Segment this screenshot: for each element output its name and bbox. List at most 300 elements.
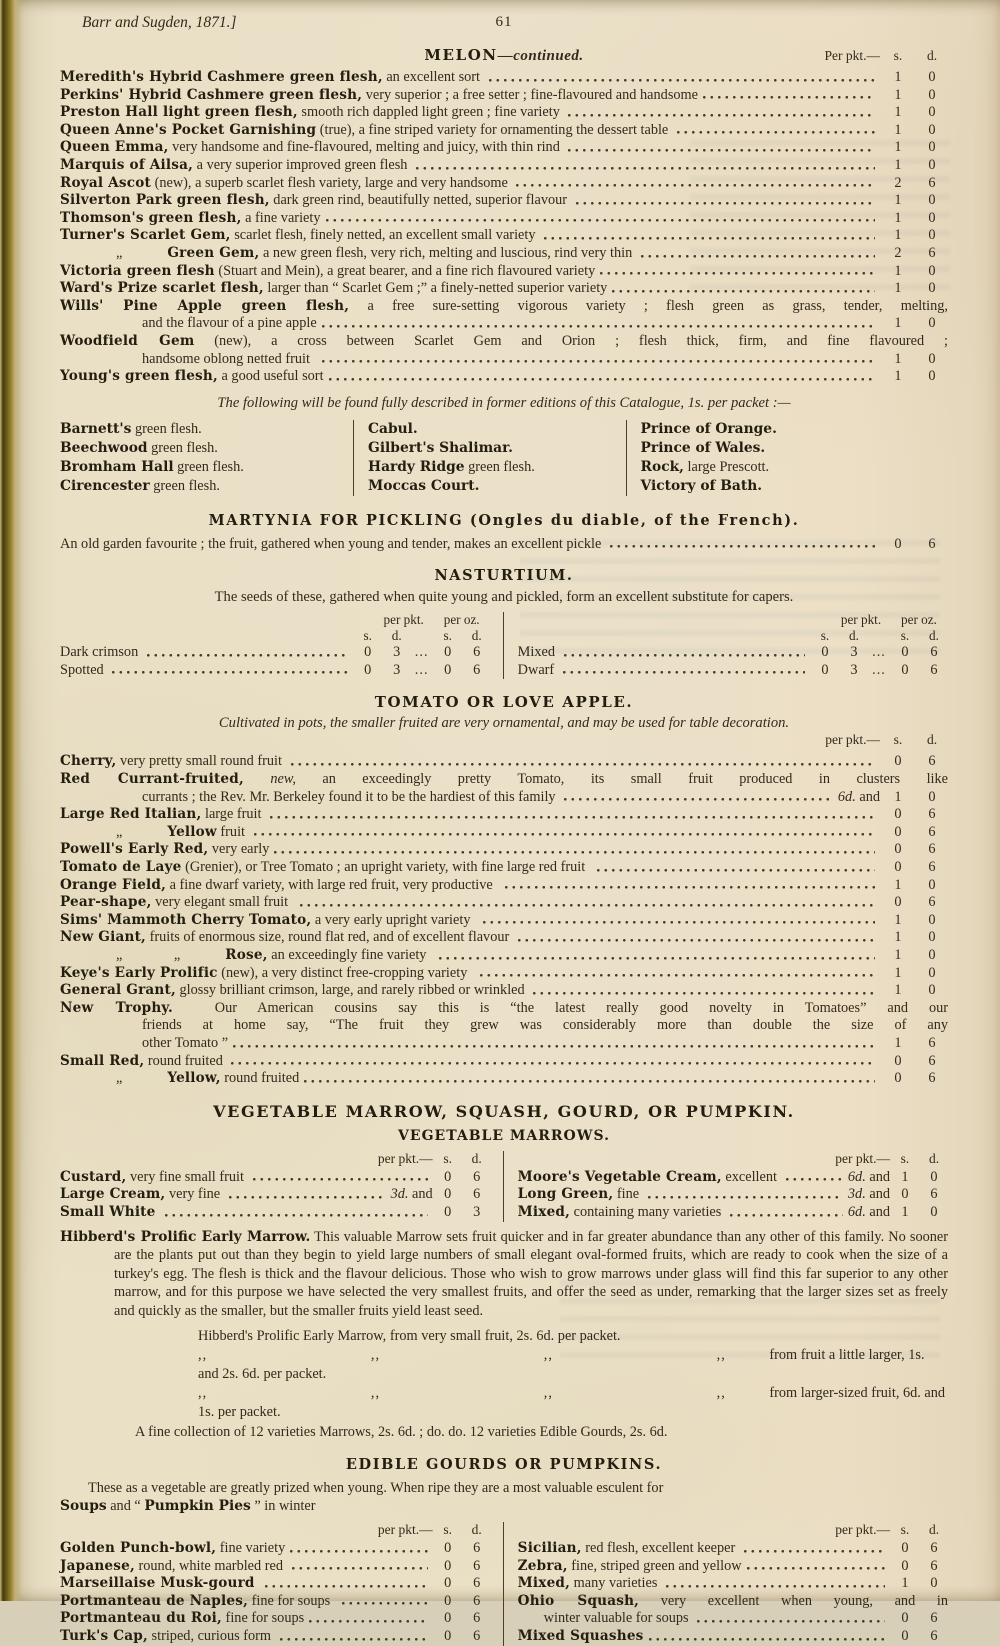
variety-name: Silverton Park green flesh, [60, 192, 270, 209]
entry-description: handsome oblong netted fruit [142, 350, 318, 367]
entry-description: fruit [216, 823, 249, 840]
price-pence: 0 [928, 227, 936, 244]
entry-description: very pretty small round fruit [116, 753, 286, 770]
catalog-entry [518, 1186, 948, 1204]
entry-text [518, 1186, 643, 1204]
price-pence: 6 [928, 894, 936, 911]
entry-description: a new green flesh, very rich, melting and luscious, rind very thin [259, 244, 636, 261]
hibberd-packet-line-1: Hibberd's Prolific Early Marrow, from very small fruit, 2s. 6d. per packet. [198, 1327, 621, 1344]
dot-leader [564, 648, 805, 661]
dot-leader [309, 1614, 427, 1627]
catalog-entry [60, 1017, 948, 1035]
entry-text [60, 1204, 160, 1222]
entry-text [518, 1540, 739, 1558]
pkt-pence: 3 [850, 661, 858, 678]
variety-name: Keye's Early Prolific [60, 964, 218, 981]
dot-leader [703, 90, 875, 103]
entry-text [60, 859, 592, 877]
pkt-pence: 3 [393, 661, 401, 678]
soups-label: Soups [60, 1498, 107, 1515]
variety-name: Hardy Ridge [368, 458, 465, 475]
variety-name: Turner's Scarlet Gem, [60, 227, 231, 244]
entry-text [60, 87, 698, 105]
variety-name: Ohio Squash, [517, 1592, 640, 1609]
dot-leader [329, 372, 875, 385]
price-pence: 0 [928, 350, 936, 367]
entry-text [518, 1575, 661, 1593]
entry-description: very superior ; a free setter ; fine-flavoured and handsome [362, 86, 698, 103]
entry-text [60, 122, 672, 140]
price-shillings: 1 [894, 280, 902, 297]
page-content [60, 0, 948, 1646]
entry-italic: new, [243, 771, 296, 788]
dot-leader [254, 827, 875, 840]
entry-description: fine for soups [248, 1592, 338, 1609]
oz-shillings: 0 [444, 644, 452, 661]
entry-description: currants ; the Rev. Mr. Berkeley found it to be the hardiest of this family [142, 788, 560, 805]
entry-description: a good useful sort [217, 368, 324, 385]
price-shillings: 0 [894, 753, 902, 770]
pkt-pence: 3 [393, 644, 401, 661]
catalog-entry [60, 536, 948, 554]
pkt-shillings: 0 [821, 644, 829, 661]
nasturtium-left-header: per pkt. per oz. [383, 612, 480, 628]
variety-name: Marseillaise Musk-gourd [60, 1575, 260, 1592]
entry-text [60, 841, 269, 859]
variety-name: Sicilian, [517, 1540, 582, 1557]
nasturtium-row [60, 662, 491, 680]
nasturtium-right-header: per pkt. per oz. [840, 612, 937, 628]
melon-continued-label: —continued. [497, 48, 584, 64]
price-column-header: Per pkt.— s. d. [824, 48, 938, 63]
marrow-right-half [504, 1151, 948, 1222]
variety-name: New Trophy. [60, 999, 173, 1016]
dot-leader [747, 1561, 885, 1574]
entry-description: very elegant small fruit [151, 894, 296, 911]
gourds-right-half [504, 1522, 948, 1646]
entry-description: striped, curious form [147, 1628, 275, 1645]
oz-pence: 6 [473, 644, 481, 661]
catalog-entry [60, 1204, 491, 1222]
catalog-entry [60, 806, 948, 824]
hibberd-paragraph: Hibberd's Prolific Early Marrow. This valuable Marrow sets fruit quicker and in far greater abundance than any other of this family. No sooner are the plants put out than they begin to yield large numbers of small elegant oval-formed fruits, which are ready to cook when the size of a turkey's egg. The flesh is thick and the flavour delicious. Those who wish to grow marrows under glass will find this far superior to any other marrow, and for this purpose we have selected the very smallest fruits, and offer the seed as under, remarking that the larger sizes set as freely and quickly as the smaller, but the smaller fruits yield least seed. [60, 1228, 948, 1319]
price-separator: ... [414, 661, 429, 678]
price-pence: 0 [928, 964, 936, 981]
variety-name: Custard, [60, 1168, 127, 1185]
price-shillings: 1 [894, 315, 902, 332]
entry-description: fine for soups [221, 1610, 305, 1627]
price-pence: 0 [928, 788, 936, 805]
collection-offer-line: A fine collection of 12 varieties Marrows, 2s. 6d. ; do. do. 12 varieties Edible Gourds, 2s. 6d. [135, 1423, 668, 1440]
entry-text [167, 824, 248, 842]
entry-description: other Tomato ” [142, 1034, 229, 1051]
entry-description: (Grenier), or Tree Tomato ; an upright variety, with fine large red fruit [181, 859, 593, 876]
catalog-entry [60, 227, 948, 245]
price-shillings: 0 [444, 1203, 452, 1220]
variety-suffix: green flesh. [464, 458, 535, 475]
dot-leader [612, 284, 875, 297]
nasturtium-row [518, 662, 948, 680]
variety-name: Mixed Squashes [517, 1628, 644, 1645]
gourds-intro: These as a vegetable are greatly prized when young. When ripe they are a most valuable esculent for Soups and “ Pumpkin Pies ” in winter [60, 1479, 664, 1515]
price-pence: 6 [473, 1610, 481, 1627]
entry-description: scarlet flesh, finely netted, an excellent small variety [230, 227, 540, 244]
price-shillings: 0 [444, 1592, 452, 1609]
price-shillings: 1 [894, 227, 902, 244]
price-pence: 0 [928, 209, 936, 226]
price-pence: 6 [930, 1540, 938, 1557]
nasturtium-left-half: per pkt. per oz. s. d. s. d. Dark crimson 0 3 ... 0 6 Spotted 0 3 ... 0 6 [60, 612, 504, 679]
variety-name: Red Currant-fruited, [60, 771, 244, 788]
variety-name: Powell's Early Red, [60, 841, 209, 858]
price-shillings: 0 [444, 1186, 452, 1203]
price-shillings: 0 [901, 1557, 909, 1574]
running-title: Barr and Sugden, 1871.] [82, 14, 237, 31]
variety-name: Prince of Orange. [640, 420, 777, 437]
price-pence: 6 [930, 1557, 938, 1574]
former-variety-item [368, 477, 626, 496]
variety-name: Prince of Wales. [640, 439, 766, 456]
entry-description: Mixed [517, 644, 559, 661]
entry-description: a very early upright variety [311, 911, 478, 928]
section-heading-martynia: MARTYNIA FOR PICKLING (Ongles du diable, of the French). [208, 511, 800, 529]
dot-leader [112, 665, 347, 678]
dot-leader [564, 792, 833, 805]
dot-leader [280, 1632, 428, 1645]
catalog-entry [60, 965, 948, 983]
entry-text [167, 245, 635, 263]
price-pence: 0 [928, 262, 936, 279]
price-pence: 0 [928, 280, 936, 297]
entry-text [60, 894, 295, 912]
catalog-entry [60, 1000, 948, 1018]
price-shillings: 2 [894, 244, 902, 261]
catalog-entry [60, 1575, 491, 1593]
entry-text [60, 536, 605, 554]
entry-description: red flesh, excellent keeper [581, 1540, 739, 1557]
entry-description: an excellent sort [382, 69, 484, 85]
price-shillings: 1 [894, 350, 902, 367]
price-shillings: 0 [444, 1628, 452, 1645]
price-pence: 0 [928, 69, 936, 85]
dot-leader [786, 1172, 843, 1185]
dot-leader [165, 1208, 427, 1221]
catalog-entry [60, 139, 948, 157]
entry-description: excellent [721, 1168, 781, 1185]
price-pence: 6 [473, 1168, 481, 1185]
price-shillings: 1 [894, 1034, 902, 1051]
section-heading-nasturtium: NASTURTIUM. [434, 567, 574, 585]
nasturtium-table [60, 612, 948, 679]
variety-name: Rose, [225, 947, 268, 963]
variety-name: General Grant, [60, 982, 176, 999]
price-pence: 0 [930, 1203, 938, 1220]
entry-description: and the flavour of a pine apple [142, 315, 317, 332]
former-variety-item [368, 439, 626, 458]
ditto-mark: „ [116, 1070, 124, 1087]
variety-name: Beechwood [60, 439, 148, 456]
price-shillings: 1 [894, 86, 902, 103]
price-shillings: 0 [894, 841, 902, 858]
price-shillings: 0 [901, 1186, 909, 1203]
former-variety-item [641, 439, 948, 458]
entry-text [518, 1558, 742, 1576]
entry-text [60, 1186, 224, 1204]
entry-description: larger than “ Scarlet Gem ;” a finely-netted superior variety [263, 280, 608, 297]
price-pence: 6 [928, 1052, 936, 1069]
price-shillings: 1 [894, 947, 902, 963]
price-shillings: 0 [444, 1610, 452, 1627]
catalog-entry [60, 280, 948, 298]
variety-name: Japanese, [60, 1557, 135, 1574]
melon-entry-list [60, 69, 948, 386]
variety-name: Ward's Prize scarlet flesh, [60, 280, 264, 297]
catalog-entry [60, 1169, 491, 1187]
variety-name: Zebra, [517, 1557, 568, 1574]
pkt-pence: 3 [850, 644, 858, 661]
dot-leader [265, 1579, 428, 1592]
dot-leader [322, 319, 875, 332]
price-pence: 6 [928, 244, 936, 261]
catalog-entry [60, 1053, 948, 1071]
price-pence: 6 [928, 806, 936, 823]
entry-description: a very superior improved green flesh [193, 156, 412, 173]
entry-description: containing many varieties [570, 1203, 725, 1220]
dot-leader [600, 266, 875, 279]
catalog-entry [60, 789, 948, 807]
catalog-entry [60, 982, 948, 1000]
entry-description: (new), a cross between Scarlet Gem and Orion ; flesh thick, firm, and fine flavoured ; [194, 332, 948, 349]
dot-leader [253, 1172, 428, 1185]
catalog-entry [60, 1558, 491, 1576]
catalog-entry [60, 263, 948, 281]
entry-text [225, 947, 433, 965]
oz-shillings: 0 [901, 644, 909, 661]
former-variety-item [368, 458, 626, 477]
dot-leader [576, 196, 875, 209]
entry-text [60, 929, 513, 947]
dot-leader [610, 539, 875, 552]
former-column-3 [626, 420, 948, 496]
nasturtium-row [60, 644, 491, 662]
variety-name: Large Cream, [60, 1186, 166, 1203]
variety-name: Yellow, [167, 1070, 221, 1087]
catalog-entry [60, 315, 948, 333]
price-shillings: 1 [894, 69, 902, 85]
price-pence: 6 [930, 1186, 938, 1203]
variety-name: New Giant, [60, 929, 146, 946]
dot-leader [697, 1614, 885, 1627]
entry-description: An old garden favourite ; the fruit, gathered when young and tender, makes an excellent pickle [60, 535, 605, 552]
entry-description: friends at home say, “The fruit they grew was considerably more than double the size of any [142, 1017, 948, 1034]
entry-description: a fine variety [241, 209, 321, 226]
entry-description: winter valuable for soups [543, 1610, 693, 1627]
price-prefix: 6d. and [837, 788, 880, 805]
dot-leader [270, 810, 875, 823]
variety-name: Yellow [167, 823, 217, 840]
variety-suffix: green flesh. [149, 477, 220, 494]
catalog-entry [60, 175, 948, 193]
variety-name: Young's green flesh, [60, 368, 218, 385]
catalog-entry [60, 245, 948, 263]
entry-text [60, 1628, 275, 1646]
variety-suffix: green flesh. [131, 420, 202, 437]
price-separator: ... [414, 644, 429, 661]
entry-text [60, 982, 528, 1000]
marrow-left-half [60, 1151, 504, 1222]
dot-leader [483, 915, 875, 928]
catalog-entry [60, 877, 948, 895]
entry-description: very handsome and fine-flavoured, melting and juicy, with thin rind [168, 139, 564, 156]
nasturtium-row [518, 644, 948, 662]
entry-description: very early [208, 841, 270, 858]
ditto-mark: „ [116, 823, 124, 840]
variety-suffix: green flesh. [173, 458, 244, 475]
marrow-right-price-header: per pkt.— s. d. [835, 1150, 940, 1166]
entry-text [142, 315, 317, 333]
entry-text [544, 1610, 693, 1628]
oz-pence: 6 [473, 661, 481, 678]
price-shillings: 1 [894, 876, 902, 893]
dot-leader [292, 1561, 428, 1574]
page-number: 61 [495, 14, 513, 30]
entry-description: very fine [165, 1186, 224, 1203]
dot-leader [300, 898, 875, 911]
gourds-table [60, 1522, 948, 1646]
dot-leader [677, 125, 875, 138]
variety-name: Rock, [640, 458, 684, 475]
price-pence: 6 [930, 1628, 938, 1645]
entry-text [60, 192, 571, 210]
variety-name: Bromham Hall [60, 458, 174, 475]
oz-shillings: 0 [901, 661, 909, 678]
dot-leader [648, 1190, 843, 1203]
price-shillings: 1 [894, 788, 902, 805]
price-pence: 6 [473, 1592, 481, 1609]
price-pence: 0 [928, 156, 936, 173]
entry-description: many varieties [570, 1575, 661, 1592]
former-variety-item [60, 477, 353, 496]
variety-name: Mixed, [517, 1203, 571, 1220]
price-prefix: 6d. and [847, 1203, 890, 1220]
ditto-marks: ,, ,, ,, ,, [198, 1346, 726, 1363]
dot-leader [304, 1074, 875, 1087]
price-shillings: 1 [894, 964, 902, 981]
dot-leader [505, 880, 875, 893]
price-pence: 0 [928, 86, 936, 103]
price-pence: 0 [928, 982, 936, 999]
former-variety-item [60, 439, 353, 458]
entry-description: (new), a superb scarlet flesh variety, large and very handsome [151, 174, 512, 191]
price-shillings: 0 [901, 1540, 909, 1557]
entry-description: Dark crimson [60, 644, 142, 661]
former-variety-item [60, 420, 353, 439]
catalog-entry [60, 771, 948, 789]
variety-name: Golden Punch-bowl, [60, 1540, 217, 1557]
catalog-entry [60, 1186, 491, 1204]
dot-leader [291, 757, 875, 770]
catalog-entry [60, 929, 948, 947]
dot-leader [480, 968, 876, 981]
dot-leader [518, 933, 875, 946]
dot-leader [597, 863, 875, 876]
gourds-left-half [60, 1522, 504, 1646]
price-pence: 6 [473, 1575, 481, 1592]
book-spine-edge [0, 0, 22, 1601]
price-shillings: 0 [894, 1070, 902, 1087]
price-shillings: 1 [894, 156, 902, 173]
catalog-entry [518, 1558, 948, 1576]
variety-name: Small Red, [60, 1052, 145, 1069]
entry-text [60, 965, 475, 983]
catalog-entry [60, 87, 948, 105]
price-pence: 6 [473, 1557, 481, 1574]
catalog-entry [60, 1610, 491, 1628]
entry-description: a fine dwarf variety, with large red fruit, very productive [166, 876, 500, 893]
variety-name: Cirencester [60, 477, 150, 494]
variety-name: Queen Anne's Pocket Garnishing [60, 121, 317, 138]
variety-name: Barnett's [60, 420, 132, 437]
tomato-price-header: per pkt.— s. d. [825, 732, 938, 748]
variety-name: Preston Hall light green flesh, [60, 104, 298, 121]
variety-name: Tomato de Laye [60, 859, 182, 876]
variety-name: Perkins' Hybrid Cashmere green flesh, [60, 86, 363, 103]
catalog-entry [60, 753, 948, 771]
variety-name: Sims' Mammoth Cherry Tomato, [60, 911, 312, 928]
variety-name: Cabul. [368, 420, 418, 437]
dot-leader [666, 1579, 885, 1592]
variety-name: Victoria green flesh [60, 262, 215, 279]
entry-description: a free sure-setting vigorous variety ; flesh green as grass, tender, melting, [349, 297, 948, 314]
catalog-entry [60, 947, 948, 965]
entry-text [60, 1000, 948, 1018]
price-shillings: 0 [894, 894, 902, 911]
price-pence: 0 [930, 1575, 938, 1592]
entry-text [142, 789, 559, 807]
entry-description: smooth rich dappled light green ; fine variety [297, 104, 564, 121]
entry-description: Our American cousins say this is “the latest really good novelty in Tomatoes” and our [172, 999, 948, 1016]
dot-leader [322, 354, 875, 367]
pumpkin-pies-label: Pumpkin Pies [144, 1498, 251, 1515]
section-heading-melon: MELON [424, 46, 498, 64]
price-pence: 0 [928, 192, 936, 209]
price-pence: 0 [930, 1168, 938, 1185]
entry-text [518, 1628, 644, 1646]
entry-text [142, 351, 317, 369]
variety-name: Orange Field, [60, 876, 167, 893]
dot-leader [544, 231, 875, 244]
oz-pence: 6 [930, 644, 938, 661]
nasturtium-right-half: per pkt. per oz. s. d. s. d. Mixed 0 3 ... 0 6 Dwarf 0 3 ... 0 6 [504, 612, 948, 679]
price-pence: 0 [928, 929, 936, 946]
variety-name: Meredith's Hybrid Cashmere green flesh, [60, 69, 383, 85]
entry-description: (true), a fine striped variety for ornamenting the dessert table [316, 121, 672, 138]
dot-leader [563, 665, 805, 678]
entry-text [60, 333, 948, 351]
entry-text [60, 877, 500, 895]
price-shillings: 1 [901, 1168, 909, 1185]
price-shillings: 2 [894, 174, 902, 191]
entry-text [60, 1558, 287, 1576]
variety-name: Wills' Pine Apple green flesh, [60, 297, 350, 314]
catalog-entry [60, 298, 948, 316]
entry-text [60, 69, 484, 87]
catalog-entry [518, 1204, 948, 1222]
dot-leader [516, 178, 875, 191]
variety-name: Gilbert's Shalimar. [368, 439, 513, 456]
variety-name: Queen Emma, [60, 139, 169, 156]
price-shillings: 1 [894, 209, 902, 226]
